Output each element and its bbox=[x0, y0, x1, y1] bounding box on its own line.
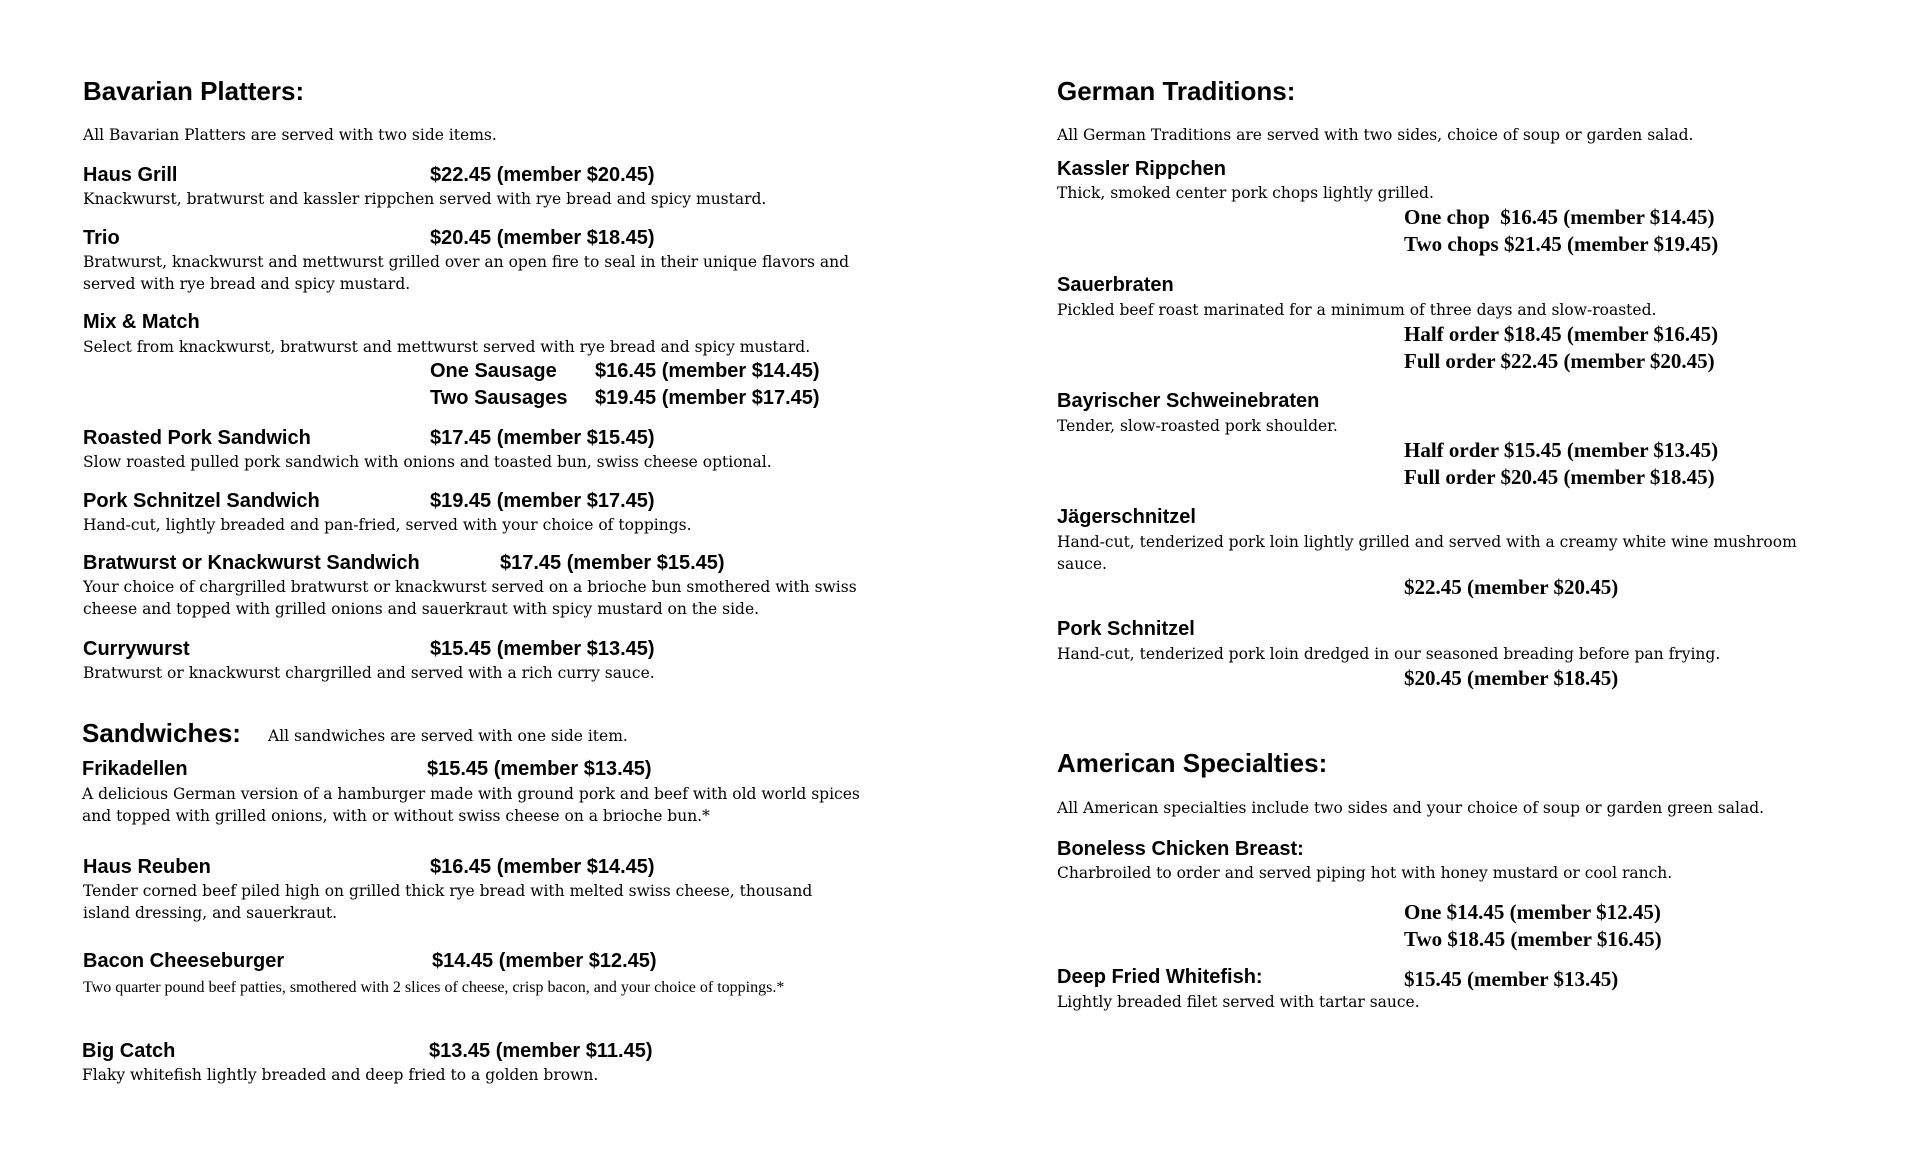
item-name-currywurst: Currywurst bbox=[83, 638, 190, 660]
item-name-roasted-pork-sandwich: Roasted Pork Sandwich bbox=[83, 427, 311, 449]
item-name-frikadellen: Frikadellen bbox=[82, 758, 188, 780]
item-desc-haus-grill: Knackwurst, bratwurst and kassler rippchen served with rye bread and spicy mustard. bbox=[83, 190, 767, 208]
item-desc-boneless-chicken-breast: Charbroiled to order and served piping hot with honey mustard or cool ranch. bbox=[1057, 864, 1673, 882]
item-desc-big-catch: Flaky whitefish lightly breaded and deep fried to a golden brown. bbox=[82, 1066, 599, 1084]
section-intro-american-specialties: All American specialties include two sides and your choice of soup or garden green salad. bbox=[1057, 799, 1765, 817]
item-desc-roasted-pork-sandwich: Slow roasted pulled pork sandwich with onions and toasted bun, swiss cheese optional. bbox=[83, 453, 772, 471]
item-desc-sauerbraten: Pickled beef roast marinated for a minimum of three days and slow-roasted. bbox=[1057, 301, 1657, 319]
item-desc-haus-reuben: Tender corned beef piled high on grilled thick rye bread with melted swiss cheese, thousand island dressing, and sauerkraut. bbox=[83, 882, 813, 922]
item-name-mix-match: Mix & Match bbox=[83, 311, 200, 333]
item-price-chicken-two: Two $18.45 (member $16.45) bbox=[1404, 927, 1662, 951]
item-price-schweinebraten-half: Half order $15.45 (member $13.45) bbox=[1404, 438, 1719, 462]
item-name-kassler-rippchen: Kassler Rippchen bbox=[1057, 158, 1226, 180]
section-intro-bavarian-platters: All Bavarian Platters are served with two side items. bbox=[83, 126, 497, 144]
item-name-jagerschnitzel: Jägerschnitzel bbox=[1057, 506, 1196, 528]
item-price-chicken-one: One $14.45 (member $12.45) bbox=[1404, 900, 1661, 924]
item-name-pork-schnitzel: Pork Schnitzel bbox=[1057, 618, 1195, 640]
item-name-boneless-chicken-breast: Boneless Chicken Breast: bbox=[1057, 838, 1304, 860]
item-desc-mix-match: Select from knackwurst, bratwurst and mettwurst served with rye bread and spicy mustard. bbox=[83, 338, 811, 356]
item-desc-bayrischer-schweinebraten: Tender, slow-roasted pork shoulder. bbox=[1057, 417, 1338, 435]
item-price-bacon-cheeseburger: $14.45 (member $12.45) bbox=[432, 950, 657, 972]
option-label-two-sausages: Two Sausages bbox=[430, 387, 568, 409]
item-desc-currywurst: Bratwurst or knackwurst chargrilled and served with a rich curry sauce. bbox=[83, 664, 655, 682]
item-price-jagerschnitzel: $22.45 (member $20.45) bbox=[1404, 575, 1619, 599]
section-title-bavarian-platters: Bavarian Platters: bbox=[83, 76, 305, 106]
option-price-two-sausages: $19.45 (member $17.45) bbox=[595, 387, 820, 409]
item-name-bayrischer-schweinebraten: Bayrischer Schweinebraten bbox=[1057, 390, 1320, 412]
item-desc-pork-schnitzel-sandwich: Hand-cut, lightly breaded and pan-fried, served with your choice of toppings. bbox=[83, 516, 692, 534]
item-price-haus-reuben: $16.45 (member $14.45) bbox=[430, 856, 655, 878]
item-desc-deep-fried-whitefish: Lightly breaded filet served with tartar sauce. bbox=[1057, 993, 1420, 1011]
item-name-bratwurst-knackwurst-sandwich: Bratwurst or Knackwurst Sandwich bbox=[83, 552, 420, 574]
item-price-schweinebraten-full: Full order $20.45 (member $18.45) bbox=[1404, 465, 1715, 489]
item-price-sauerbraten-half: Half order $18.45 (member $16.45) bbox=[1404, 322, 1719, 346]
section-intro-sandwiches: All sandwiches are served with one side item. bbox=[268, 727, 628, 745]
item-name-haus-grill: Haus Grill bbox=[83, 164, 178, 186]
item-name-deep-fried-whitefish: Deep Fried Whitefish: bbox=[1057, 966, 1263, 988]
option-price-one-sausage: $16.45 (member $14.45) bbox=[595, 360, 820, 382]
item-price-kassler-one-chop: One chop $16.45 (member $14.45) bbox=[1404, 205, 1715, 229]
item-desc-kassler-rippchen: Thick, smoked center pork chops lightly grilled. bbox=[1057, 184, 1434, 202]
item-price-kassler-two-chops: Two chops $21.45 (member $19.45) bbox=[1404, 232, 1719, 256]
section-title-sandwiches: Sandwiches: bbox=[82, 718, 241, 748]
item-name-bacon-cheeseburger: Bacon Cheeseburger bbox=[83, 950, 285, 972]
item-desc-bratwurst-knackwurst-sandwich: Your choice of chargrilled bratwurst or knackwurst served on a brioche bun smothered with swiss cheese and topped with grilled onions and sauerkraut with spicy mustard on the side. bbox=[83, 578, 857, 618]
item-desc-jagerschnitzel: Hand-cut, tenderized pork loin lightly grilled and served with a creamy white wine mushroom sauce. bbox=[1057, 533, 1797, 573]
section-intro-german-traditions: All German Traditions are served with two sides, choice of soup or garden salad. bbox=[1057, 126, 1694, 144]
item-name-sauerbraten: Sauerbraten bbox=[1057, 274, 1174, 296]
item-price-bratwurst-knackwurst-sandwich: $17.45 (member $15.45) bbox=[500, 552, 725, 574]
item-desc-frikadellen: A delicious German version of a hamburger made with ground pork and beef with old world spices and topped with grilled onions, with or without swiss cheese on a brioche bun.* bbox=[82, 785, 860, 825]
item-price-frikadellen: $15.45 (member $13.45) bbox=[427, 758, 652, 780]
item-name-big-catch: Big Catch bbox=[82, 1040, 176, 1062]
section-title-german-traditions: German Traditions: bbox=[1057, 76, 1296, 106]
item-price-currywurst: $15.45 (member $13.45) bbox=[430, 638, 655, 660]
item-name-trio: Trio bbox=[83, 227, 120, 249]
item-name-pork-schnitzel-sandwich: Pork Schnitzel Sandwich bbox=[83, 490, 320, 512]
item-price-pork-schnitzel: $20.45 (member $18.45) bbox=[1404, 666, 1619, 690]
item-price-deep-fried-whitefish: $15.45 (member $13.45) bbox=[1404, 967, 1619, 991]
item-price-haus-grill: $22.45 (member $20.45) bbox=[430, 164, 655, 186]
item-desc-trio: Bratwurst, knackwurst and mettwurst grilled over an open fire to seal in their unique flavors and served with rye bread and spicy mustard. bbox=[83, 253, 850, 293]
option-label-one-sausage: One Sausage bbox=[430, 360, 557, 382]
section-title-american-specialties: American Specialties: bbox=[1057, 748, 1328, 778]
item-price-sauerbraten-full: Full order $22.45 (member $20.45) bbox=[1404, 349, 1715, 373]
item-price-big-catch: $13.45 (member $11.45) bbox=[429, 1040, 653, 1062]
item-price-pork-schnitzel-sandwich: $19.45 (member $17.45) bbox=[430, 490, 655, 512]
item-price-roasted-pork-sandwich: $17.45 (member $15.45) bbox=[430, 427, 655, 449]
item-name-haus-reuben: Haus Reuben bbox=[83, 856, 211, 878]
item-price-trio: $20.45 (member $18.45) bbox=[430, 227, 655, 249]
item-desc-bacon-cheeseburger: Two quarter pound beef patties, smothered with 2 slices of cheese, crisp bacon, and your choice of toppings.* bbox=[83, 979, 785, 996]
item-desc-pork-schnitzel: Hand-cut, tenderized pork loin dredged in our seasoned breading before pan frying. bbox=[1057, 645, 1721, 663]
